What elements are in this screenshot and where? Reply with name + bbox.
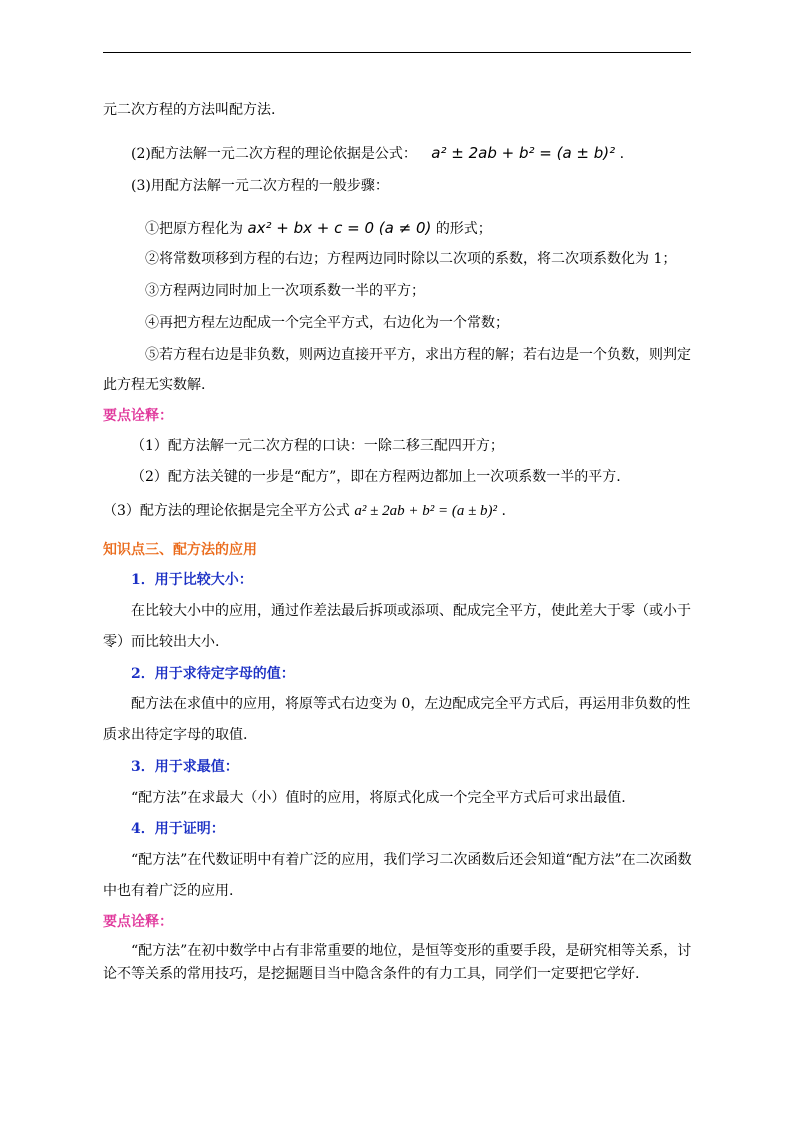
app-4-title: 4．用于证明： — [131, 821, 225, 837]
formula-square-identity: a² ± 2ab + b² = (a ± b)² — [431, 144, 616, 162]
step-5-line-2: 此方程无实数解. — [103, 377, 206, 393]
step-1 — [145, 218, 492, 239]
para-continuation: 元二次方程的方法叫配方法. — [103, 102, 276, 118]
app-2-line-2: 质求出待定字母的取值. — [103, 727, 248, 743]
step-2: ②将常数项移到方程的右边；方程两边同时除以二次项的系数，将二次项系数化为 1； — [145, 251, 677, 267]
note-heading-2: 要点诠释： — [103, 914, 173, 930]
para-formula-basis — [131, 143, 624, 164]
app-3-line-1: “配方法”在求最大（小）值时的应用，将原式化成一个完全平方式后可求出最值. — [131, 790, 626, 806]
para-steps-intro: (3)用配方法解一元二次方程的一般步骤： — [131, 178, 389, 194]
app-4-line-2: 中也有着广泛的应用. — [103, 883, 234, 899]
note-item-3-suffix: . — [501, 503, 506, 519]
formula-complete-square: a² ± 2ab + b² = (a ± b)² — [354, 503, 498, 519]
app-2-line-1: 配方法在求值中的应用，将原等式右边变为 0，左边配成完全平方式后，再运用非负数的性 — [131, 696, 691, 712]
app-1-line-1: 在比较大小中的应用，通过作差法最后拆项或添项、配成完全平方，使此差大于零（或小于 — [131, 603, 691, 619]
note-2-line-1: “配方法”在初中数学中占有非常重要的地位，是恒等变形的重要手段，是研究相等关系，讨 — [131, 943, 692, 959]
note-item-3 — [103, 501, 506, 521]
app-1-title: 1．用于比较大小： — [131, 572, 253, 588]
note-item-1: （1）配方法解一元二次方程的口诀：一除二移三配四开方； — [131, 438, 504, 454]
app-2-title: 2．用于求待定字母的值： — [131, 666, 295, 682]
note-2-line-2: 论不等关系的常用技巧，是挖掘题目当中隐含条件的有力工具，同学们一定要把它学好. — [103, 966, 640, 982]
note-item-2: （2）配方法关键的一步是“配方”，即在方程两边都加上一次项系数一半的平方. — [131, 469, 621, 485]
step-3: ③方程两边同时加上一次项系数一半的平方； — [145, 283, 425, 299]
step-4: ④再把方程左边配成一个完全平方式，右边化为一个常数； — [145, 315, 509, 331]
para-formula-suffix: . — [619, 146, 625, 162]
step-5-line-1: ⑤若方程右边是非负数，则两边直接开平方，求出方程的解；若右边是一个负数，则判定 — [145, 347, 691, 363]
app-4-line-1: “配方法”在代数证明中有着广泛的应用，我们学习二次函数后还会知道“配方法”在二次函数 — [131, 852, 692, 868]
app-3-title: 3．用于求最值： — [131, 759, 239, 775]
formula-general-quadratic: ax² + bx + c = 0 (a ≠ 0) — [247, 219, 432, 237]
note-item-3-prefix: （3）配方法的理论依据是完全平方公式 — [103, 503, 350, 519]
step-1-prefix: ①把原方程化为 — [145, 221, 243, 237]
note-heading-1: 要点诠释： — [103, 408, 173, 424]
para-formula-prefix: (2)配方法解一元二次方程的理论依据是公式： — [131, 146, 417, 162]
section-heading-applications: 知识点三、配方法的应用 — [103, 542, 257, 558]
step-1-suffix: 的形式； — [435, 221, 492, 237]
app-1-line-2: 零）而比较出大小. — [103, 634, 220, 650]
header-rule — [103, 52, 691, 53]
